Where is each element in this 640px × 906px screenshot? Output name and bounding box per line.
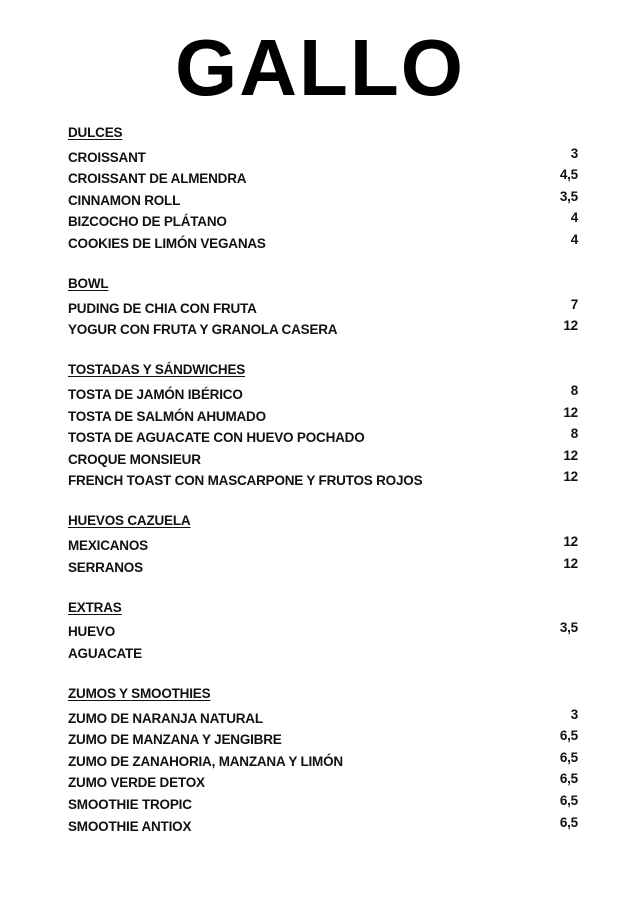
- item-name: TOSTA DE AGUACATE CON HUEVO POCHADO: [68, 430, 365, 446]
- item-name: TOSTA DE SALMÓN AHUMADO: [68, 408, 266, 424]
- item-name: CROISSANT: [68, 149, 146, 165]
- item-price: 12: [563, 447, 578, 463]
- menu-item: [68, 620, 578, 642]
- section-title: EXTRAS: [68, 599, 122, 615]
- menu-item: [68, 750, 578, 772]
- section-title: HUEVOS CAZUELA: [68, 513, 191, 529]
- item-name: ZUMO DE NARANJA NATURAL: [68, 710, 263, 726]
- menu-item: [68, 232, 578, 254]
- section-title: TOSTADAS Y SÁNDWICHES: [68, 362, 246, 378]
- section-title: DULCES: [68, 125, 123, 140]
- item-price: 6,5: [559, 749, 578, 765]
- menu-item: [68, 297, 578, 319]
- item-price: 12: [563, 318, 578, 334]
- section-title: BOWL: [68, 276, 109, 292]
- section-bowl: [68, 275, 578, 340]
- section-title: ZUMOS Y SMOOTHIES: [68, 685, 211, 701]
- item-name: ZUMO VERDE DETOX: [68, 775, 205, 791]
- item-price: 12: [563, 534, 578, 549]
- menu: [68, 124, 578, 858]
- item-price: 7: [570, 296, 578, 312]
- menu-item: [68, 642, 578, 664]
- item-price: 12: [563, 555, 578, 571]
- item-price: 4: [570, 231, 578, 247]
- menu-item: [68, 318, 578, 340]
- section-dulces: [68, 124, 578, 254]
- item-price: 4,5: [559, 167, 578, 183]
- item-price: 6,5: [559, 792, 578, 808]
- section-zumos-smoothies: [68, 685, 578, 836]
- item-name: AGUACATE: [68, 645, 142, 661]
- menu-item: [68, 210, 578, 232]
- item-price: 3: [570, 145, 578, 161]
- menu-item: [68, 556, 578, 578]
- item-name: CINNAMON ROLL: [68, 192, 181, 208]
- menu-item: [68, 405, 578, 427]
- menu-item: [68, 426, 578, 448]
- menu-item: [68, 469, 578, 491]
- item-name: SMOOTHIE ANTIOX: [68, 818, 192, 834]
- item-price: 4: [570, 210, 578, 226]
- item-price: 12: [563, 404, 578, 420]
- menu-item: [68, 728, 578, 750]
- menu-item: [68, 534, 578, 556]
- item-name: COOKIES DE LIMÓN VEGANAS: [68, 235, 266, 251]
- menu-item: [68, 167, 578, 189]
- menu-item: [68, 189, 578, 211]
- item-name: SERRANOS: [68, 559, 143, 575]
- section-extras: [68, 599, 578, 664]
- item-price: 6,5: [559, 814, 578, 830]
- item-price: 8: [570, 382, 578, 398]
- menu-item: [68, 707, 578, 729]
- item-price: 6,5: [559, 728, 578, 744]
- section-huevos-cazuela: [68, 512, 578, 577]
- menu-item: [68, 448, 578, 470]
- menu-item: [68, 771, 578, 793]
- item-name: SMOOTHIE TROPIC: [68, 796, 192, 812]
- item-price: 3,5: [559, 188, 578, 204]
- item-price: 12: [563, 469, 578, 485]
- menu-item: [68, 793, 578, 815]
- item-name: ZUMO DE MANZANA Y JENGIBRE: [68, 732, 282, 748]
- item-price: 3: [570, 706, 578, 722]
- menu-item: [68, 146, 578, 168]
- item-name: TOSTA DE JAMÓN IBÉRICO: [68, 386, 243, 402]
- item-price: 8: [570, 426, 578, 442]
- item-name: HUEVO: [68, 624, 116, 640]
- item-price: 6,5: [559, 771, 578, 787]
- restaurant-title: GALLO: [175, 23, 465, 112]
- item-name: FRENCH TOAST CON MASCARPONE Y FRUTOS ROJOS: [68, 473, 423, 489]
- item-name: ZUMO DE ZANAHORIA, MANZANA Y LIMÓN: [68, 753, 343, 769]
- menu-item: [68, 815, 578, 837]
- item-name: CROQUE MONSIEUR: [68, 451, 201, 467]
- item-price: 3,5: [559, 620, 578, 636]
- item-name: PUDING DE CHIA CON FRUTA: [68, 300, 257, 316]
- item-name: MEXICANOS: [68, 538, 148, 553]
- item-name: BIZCOCHO DE PLÁTANO: [68, 214, 227, 230]
- item-name: CROISSANT DE ALMENDRA: [68, 171, 247, 187]
- section-tostadas: [68, 361, 578, 491]
- menu-item: [68, 383, 578, 405]
- item-name: YOGUR CON FRUTA Y GRANOLA CASERA: [68, 322, 338, 338]
